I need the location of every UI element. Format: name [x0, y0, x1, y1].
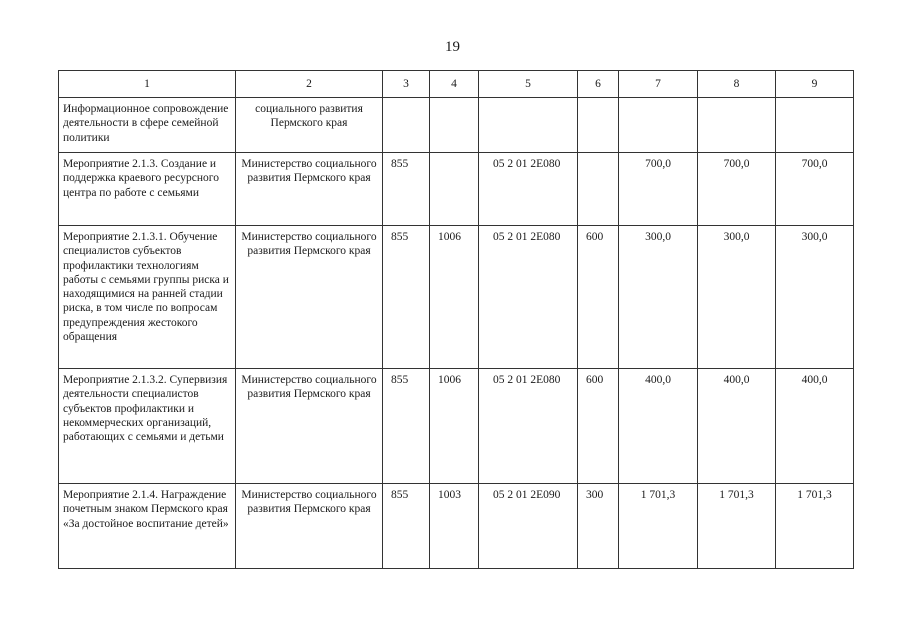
col6-cell: 300 [578, 484, 619, 569]
table-body [59, 98, 854, 569]
amount-col9-cell: 300,0 [776, 226, 854, 369]
header-col-8: 8 [698, 71, 776, 98]
code-cell [479, 98, 578, 153]
responsible-org-cell: Министерство социального развития Пермского края [236, 226, 383, 369]
amount-col8-cell: 1 701,3 [698, 484, 776, 569]
col3-cell [383, 98, 430, 153]
responsible-org-cell: Министерство социального развития Пермского края [236, 484, 383, 569]
col4-cell: 1003 [430, 484, 479, 569]
header-col-5: 5 [479, 71, 578, 98]
amount-col8-cell [698, 98, 776, 153]
header-col-1: 1 [59, 71, 236, 98]
table-row [59, 153, 854, 226]
code-cell: 05 2 01 2E080 [479, 369, 578, 484]
col6-cell [578, 153, 619, 226]
amount-col7-cell: 1 701,3 [619, 484, 698, 569]
activity-name-cell: Мероприятие 2.1.3. Создание и поддержка краевого ресурсного центра по работе с семьями [59, 153, 236, 226]
activity-name-cell: Мероприятие 2.1.4. Награждение почетным знаком Пермского края «За достойное воспитание детей» [59, 484, 236, 569]
amount-col7-cell [619, 98, 698, 153]
code-cell: 05 2 01 2E080 [479, 226, 578, 369]
header-col-4: 4 [430, 71, 479, 98]
activity-name-cell: Информационное сопровождение деятельности в сфере семейной политики [59, 98, 236, 153]
col3-cell: 855 [383, 484, 430, 569]
col3-cell: 855 [383, 369, 430, 484]
activity-name-cell: Мероприятие 2.1.3.1. Обучение специалистов субъектов профилактики технологиям работы с семьями группы риска и находящимися на ранней стадии риска, в том числе по вопросам предупреждения жестокого обращения [59, 226, 236, 369]
amount-col8-cell: 300,0 [698, 226, 776, 369]
table-row [59, 369, 854, 484]
col3-cell: 855 [383, 226, 430, 369]
col6-cell: 600 [578, 226, 619, 369]
activity-name-cell: Мероприятие 2.1.3.2. Супервизия деятельности специалистов субъектов профилактики и некоммерческих организаций, работающих с семьями и детьми [59, 369, 236, 484]
program-table [58, 70, 854, 569]
code-cell: 05 2 01 2E090 [479, 484, 578, 569]
table-header [59, 71, 854, 98]
page-number: 19 [445, 39, 460, 55]
responsible-org-cell: Министерство социального развития Пермского края [236, 369, 383, 484]
header-col-9: 9 [776, 71, 854, 98]
col6-cell [578, 98, 619, 153]
table-row [59, 98, 854, 153]
table-row [59, 484, 854, 569]
col3-cell: 855 [383, 153, 430, 226]
amount-col7-cell: 700,0 [619, 153, 698, 226]
amount-col9-cell: 700,0 [776, 153, 854, 226]
table-row [59, 226, 854, 369]
code-cell: 05 2 01 2E080 [479, 153, 578, 226]
header-row [59, 71, 854, 98]
header-col-3: 3 [383, 71, 430, 98]
amount-col9-cell [776, 98, 854, 153]
amount-col7-cell: 300,0 [619, 226, 698, 369]
header-col-2: 2 [236, 71, 383, 98]
col6-cell: 600 [578, 369, 619, 484]
amount-col7-cell: 400,0 [619, 369, 698, 484]
amount-col9-cell: 1 701,3 [776, 484, 854, 569]
header-col-6: 6 [578, 71, 619, 98]
header-col-7: 7 [619, 71, 698, 98]
responsible-org-cell: социального развития Пермского края [236, 98, 383, 153]
col4-cell [430, 153, 479, 226]
amount-col9-cell: 400,0 [776, 369, 854, 484]
col4-cell: 1006 [430, 226, 479, 369]
responsible-org-cell: Министерство социального развития Пермского края [236, 153, 383, 226]
amount-col8-cell: 700,0 [698, 153, 776, 226]
amount-col8-cell: 400,0 [698, 369, 776, 484]
col4-cell: 1006 [430, 369, 479, 484]
col4-cell [430, 98, 479, 153]
